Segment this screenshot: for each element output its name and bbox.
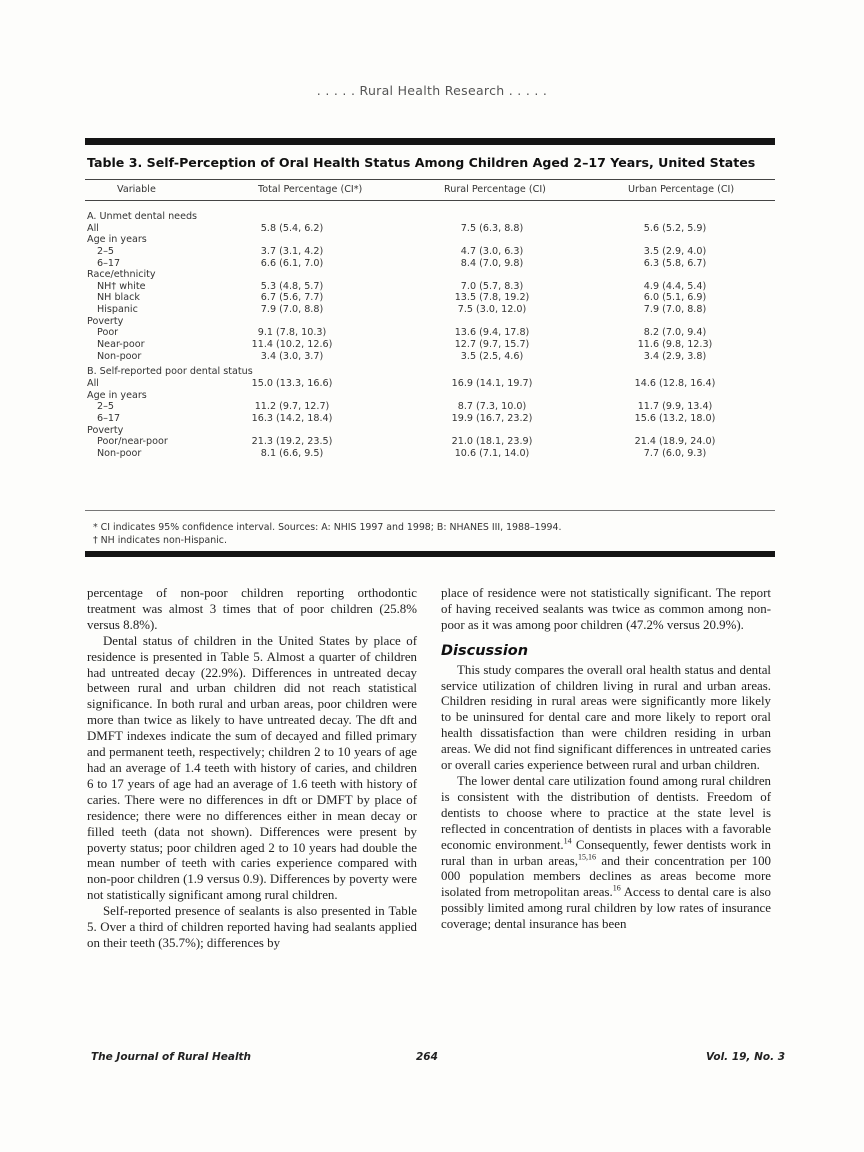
table-row (87, 327, 777, 339)
total-cell: 3.4 (3.0, 3.7) (260, 350, 324, 362)
row-label: 2–5 (97, 245, 115, 257)
urban-cell: 5.6 (5.2, 5.9) (643, 222, 707, 234)
footer-page-number: 264 (416, 1051, 438, 1063)
left-column (87, 586, 417, 952)
row-label: 2–5 (97, 401, 115, 413)
urban-cell: 3.5 (2.9, 4.0) (643, 245, 707, 257)
row-label: A. Unmet dental needs (87, 211, 198, 222)
table-row (87, 269, 777, 281)
right-p3-text-d: Access to dental care is also possibly limited among rural children by low rates of insurance coverage; dental insurance has been (441, 885, 771, 932)
right-p3-text-a: The lower dental care utilization found among rural children is consistent with the distribution of dentists. Freedom of dentists to choose where to practice at the state level is reflected in concentration of dentists in places with a favorable economic environment. (441, 773, 771, 852)
total-cell: 16.3 (14.2, 18.4) (251, 412, 333, 424)
rural-cell: 10.6 (7.1, 14.0) (454, 447, 530, 459)
rural-cell: 21.0 (18.1, 23.9) (451, 436, 533, 448)
table-footnote-nh: † NH indicates non-Hispanic. (93, 535, 227, 546)
table-row (87, 401, 777, 413)
rural-cell: 3.5 (2.5, 4.6) (460, 350, 524, 362)
row-label: Non-poor (97, 447, 142, 459)
table-title: Table 3. Self-Perception of Oral Health Status Among Children Aged 2–17 Years, United States (87, 155, 756, 170)
table-row (87, 425, 777, 437)
right-column (441, 586, 771, 933)
table-row (87, 366, 777, 378)
table-row (87, 339, 777, 351)
urban-cell: 21.4 (18.9, 24.0) (634, 436, 716, 448)
table-bottom-thick-rule (85, 551, 775, 557)
total-cell: 11.2 (9.7, 12.7) (254, 401, 330, 413)
right-paragraph-1: place of residence were not statistically significant. The report of having received sealants was twice as common among non-poor as it was among poor children (47.2% versus 20.9%). (441, 586, 771, 632)
rural-cell: 7.5 (3.0, 12.0) (457, 304, 527, 316)
row-label: All (87, 377, 99, 389)
urban-cell: 15.6 (13.2, 18.0) (634, 412, 716, 424)
col-header-urban: Urban Percentage (CI) (628, 184, 735, 195)
left-paragraph-2: Dental status of children in the United States by place of residence is presented in Table 5. Almost a quarter of children had untreated decay (22.9%). Differences in untreated decay between rural and urban children did not reach statistical significance. In both rural and urban areas, poor children were more than twice as likely to have untreated decay. The dft and DMFT indexes indicate the sum of decayed and filled primary and permanent teeth, respectively; children 2 to 10 years of age had an average of 1.4 teeth with history of caries, and children 6 to 17 years of age had an average of 1.6 teeth with history of caries. There were no differences in dft or DMFT by place of residence; there were no differences either in mean decay or filled teeth (data not shown). Differences were present by poverty status; poor children aged 2 to 10 years had double the mean number of teeth with caries experience compared with non-poor children (1.9 versus 0.9). Differences by poverty were not statistically significant among rural children. (87, 633, 417, 903)
left-paragraph-3: Self-reported presence of sealants is also presented in Table 5. Over a third of children reported having had sealants applied on their teeth (35.7%); differences by (87, 904, 417, 950)
total-cell: 8.1 (6.6, 9.5) (260, 447, 324, 459)
table-row (87, 292, 777, 304)
row-label: Age in years (87, 234, 147, 246)
row-label: Non-poor (97, 350, 142, 362)
urban-cell: 11.6 (9.8, 12.3) (637, 339, 713, 351)
total-cell: 15.0 (13.3, 16.6) (251, 377, 333, 389)
ref-14: 14 (563, 836, 572, 846)
row-label: Hispanic (97, 304, 138, 316)
total-cell: 6.6 (6.1, 7.0) (260, 257, 324, 269)
rural-cell: 8.7 (7.3, 10.0) (457, 401, 527, 413)
row-label: Poor/near-poor (97, 436, 168, 448)
table-top-rule (85, 138, 775, 145)
total-cell: 7.9 (7.0, 8.8) (260, 304, 324, 316)
row-label: B. Self-reported poor dental status (87, 366, 253, 378)
table-body (87, 211, 777, 459)
table-row (87, 223, 777, 235)
rural-cell: 7.5 (6.3, 8.8) (460, 222, 524, 234)
table-bottom-rule (85, 510, 775, 511)
total-cell: 21.3 (19.2, 23.5) (251, 436, 333, 448)
total-cell: 11.4 (10.2, 12.6) (251, 339, 333, 351)
rural-cell: 12.7 (9.7, 15.7) (454, 339, 530, 351)
row-label: NH† white (97, 280, 146, 292)
table-row (87, 246, 777, 258)
right-p3-text-b: Consequently, fewer dentists work in rural than in urban areas, (441, 837, 771, 868)
header-top-rule (85, 179, 775, 180)
right-p3-text-c: and their concentration per 100 000 population members declines as areas become more isolated from metropolitan areas. (441, 853, 771, 900)
urban-cell: 6.0 (5.1, 6.9) (643, 292, 707, 304)
urban-cell: 11.7 (9.9, 13.4) (637, 401, 713, 413)
table-row (87, 234, 777, 246)
table-row (87, 413, 777, 425)
left-paragraph-1: percentage of non-poor children reporting orthodontic treatment was almost 3 times that of poor children (25.8% versus 8.8%). (87, 586, 417, 632)
row-label: 6–17 (97, 257, 121, 269)
running-head: . . . . . Rural Health Research . . . . . (316, 83, 548, 98)
row-label: Poor (97, 327, 119, 339)
ref-16: 16 (612, 884, 621, 894)
total-cell: 5.8 (5.4, 6.2) (260, 222, 324, 234)
table-row (87, 258, 777, 270)
table-row (87, 378, 777, 390)
urban-cell: 3.4 (2.9, 3.8) (643, 350, 707, 362)
footer-journal: The Journal of Rural Health (91, 1051, 252, 1063)
row-label: 6–17 (97, 412, 121, 424)
rural-cell: 16.9 (14.1, 19.7) (451, 377, 533, 389)
urban-cell: 7.9 (7.0, 8.8) (643, 304, 707, 316)
table-row (87, 316, 777, 328)
table-row (87, 211, 777, 223)
row-label: All (87, 222, 99, 234)
table-row (87, 281, 777, 293)
row-label: Race/ethnicity (87, 269, 156, 281)
table-row (87, 390, 777, 402)
ref-15-16: 15,16 (578, 852, 597, 862)
col-header-variable: Variable (117, 184, 156, 195)
total-cell: 9.1 (7.8, 10.3) (257, 327, 327, 339)
table-row (87, 448, 777, 460)
rural-cell: 4.7 (3.0, 6.3) (460, 245, 524, 257)
urban-cell: 6.3 (5.8, 6.7) (643, 257, 707, 269)
header-bottom-rule (85, 200, 775, 201)
rural-cell: 8.4 (7.0, 9.8) (460, 257, 524, 269)
row-label: Poverty (87, 315, 124, 327)
total-cell: 5.3 (4.8, 5.7) (260, 280, 324, 292)
total-cell: 6.7 (5.6, 7.7) (260, 292, 324, 304)
urban-cell: 14.6 (12.8, 16.4) (634, 377, 716, 389)
rural-cell: 7.0 (5.7, 8.3) (460, 280, 524, 292)
col-header-total: Total Percentage (CI*) (258, 184, 363, 195)
urban-cell: 4.9 (4.4, 5.4) (643, 280, 707, 292)
col-header-rural: Rural Percentage (CI) (444, 184, 546, 195)
row-label: Age in years (87, 389, 147, 401)
right-paragraph-3 (441, 774, 771, 933)
row-label: NH black (97, 292, 140, 304)
total-cell: 3.7 (3.1, 4.2) (260, 245, 324, 257)
table-row (87, 436, 777, 448)
rural-cell: 13.6 (9.4, 17.8) (454, 327, 530, 339)
table-row (87, 304, 777, 316)
footer-volume: Vol. 19, No. 3 (706, 1051, 786, 1063)
rural-cell: 19.9 (16.7, 23.2) (451, 412, 533, 424)
urban-cell: 8.2 (7.0, 9.4) (643, 327, 707, 339)
discussion-heading: Discussion (441, 642, 529, 659)
right-paragraph-2: This study compares the overall oral health status and dental service utilization of children living in rural and urban areas. Children residing in rural areas were significantly more likely to be uninsured for dental care and more likely to report oral health dissatisfaction than were children residing in urban areas. We did not find significant differences in untreated caries or overall caries experience between rural and urban children. (441, 662, 771, 773)
rural-cell: 13.5 (7.8, 19.2) (454, 292, 530, 304)
table-row (87, 351, 777, 363)
row-label: Near-poor (97, 339, 145, 351)
urban-cell: 7.7 (6.0, 9.3) (643, 447, 707, 459)
table-footnote-ci: * CI indicates 95% confidence interval. Sources: A: NHIS 1997 and 1998; B: NHANES III, 1988–1994. (93, 522, 562, 533)
row-label: Poverty (87, 424, 124, 436)
